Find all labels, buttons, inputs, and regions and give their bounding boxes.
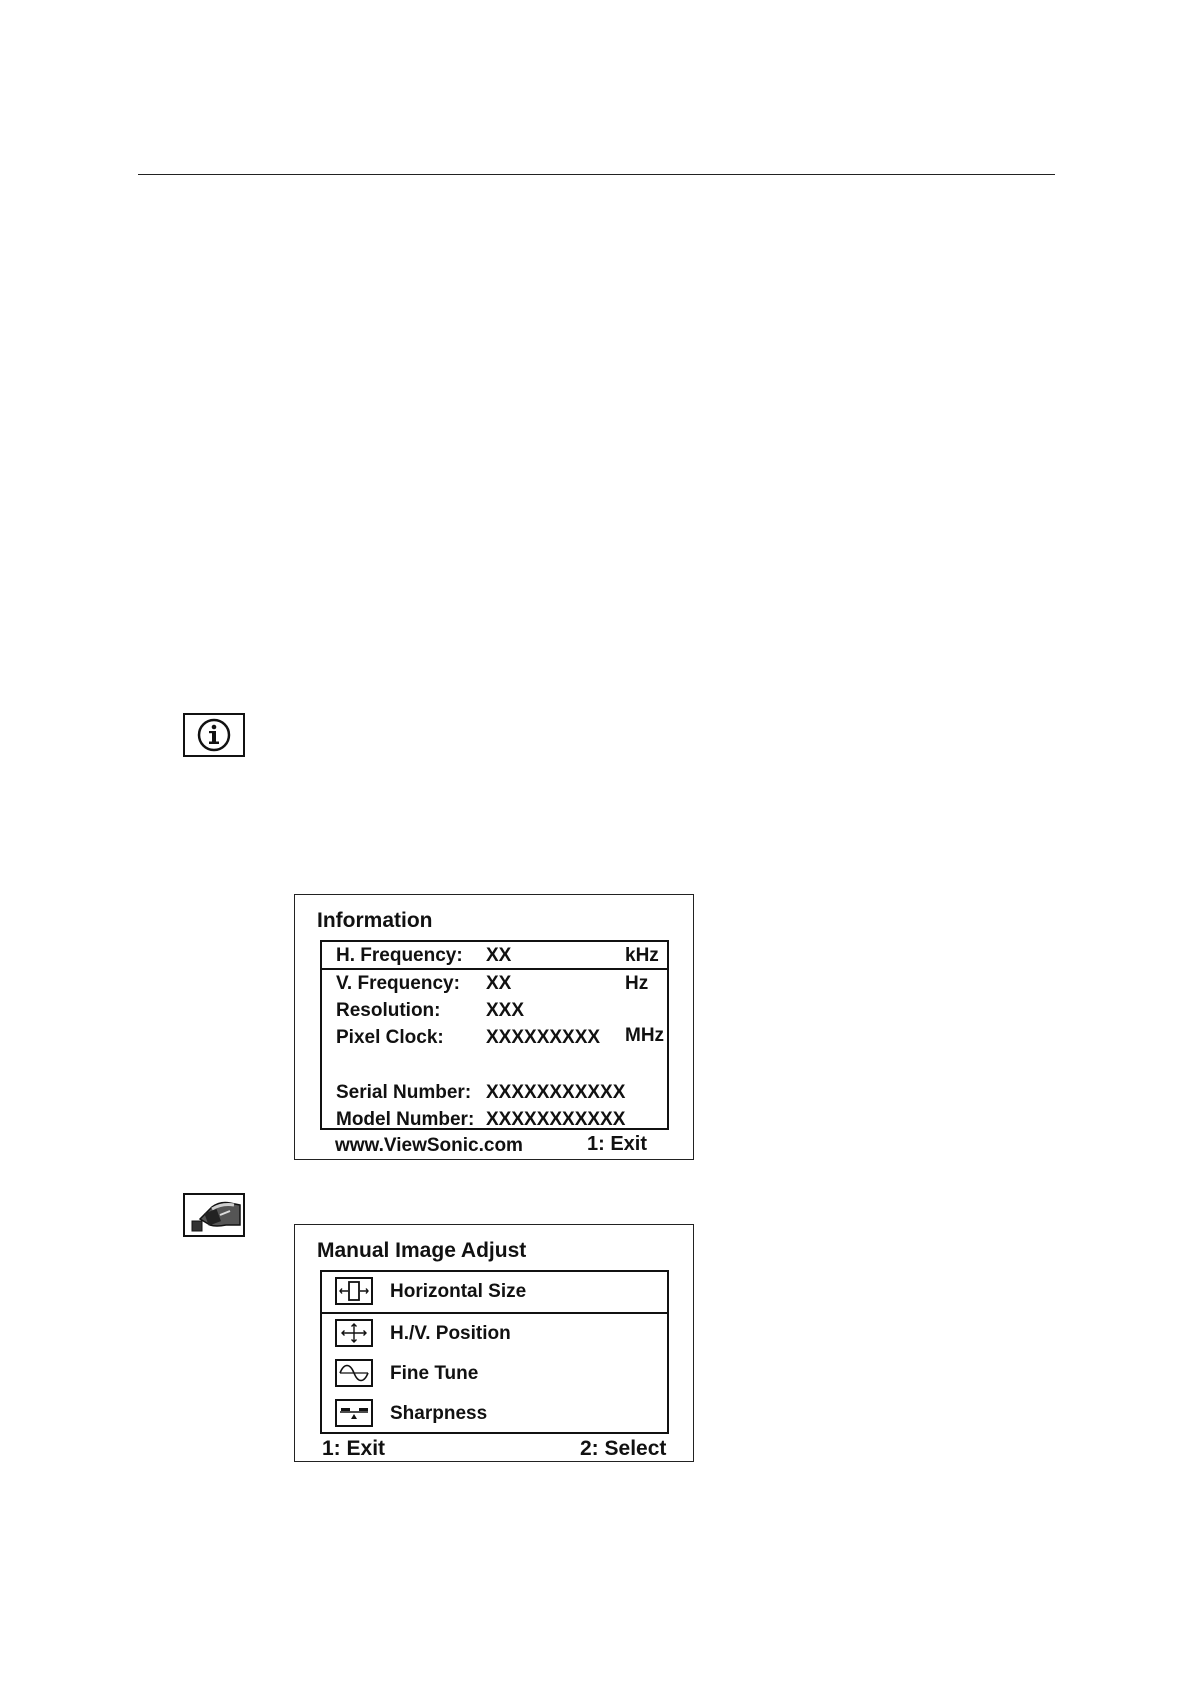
information-list xyxy=(320,940,669,1130)
select-button[interactable]: 2: Select xyxy=(580,1437,667,1460)
info-label: Serial Number: xyxy=(336,1082,472,1103)
exit-button[interactable]: 1: Exit xyxy=(322,1437,386,1460)
menu-item-horizontal-size[interactable] xyxy=(322,1272,667,1314)
information-title: Information xyxy=(317,909,433,932)
info-row-v-frequency xyxy=(322,970,667,996)
info-label: Model Number: xyxy=(336,1109,475,1130)
horizontal-size-icon xyxy=(335,1277,373,1305)
manual-image-adjust-title: Manual Image Adjust xyxy=(317,1239,527,1262)
info-row-resolution xyxy=(322,997,667,1023)
manual-image-adjust-menu xyxy=(320,1270,669,1434)
info-unit: MHz xyxy=(625,1025,665,1046)
menu-item-fine-tune[interactable] xyxy=(322,1354,667,1394)
menu-item-label: Sharpness xyxy=(390,1403,488,1424)
info-label: Pixel Clock: xyxy=(336,1027,444,1048)
pointing-hand-icon xyxy=(183,1193,245,1237)
sine-wave-icon xyxy=(335,1359,373,1387)
menu-item-label: H./V. Position xyxy=(390,1323,511,1344)
exit-button[interactable]: 1: Exit xyxy=(587,1133,648,1155)
manual-image-adjust-footer xyxy=(295,1437,693,1461)
info-label: V. Frequency: xyxy=(336,973,460,994)
manual-image-adjust-osd-panel xyxy=(294,1224,694,1462)
info-row-h-frequency xyxy=(322,942,667,968)
sharpness-slider-icon xyxy=(335,1399,373,1427)
info-row-serial-number xyxy=(322,1079,667,1105)
info-value: XX xyxy=(486,945,512,966)
info-note-icon xyxy=(183,713,245,757)
position-arrows-icon xyxy=(335,1319,373,1347)
menu-item-label: Horizontal Size xyxy=(390,1281,527,1302)
website-link[interactable]: www.ViewSonic.com xyxy=(335,1135,523,1156)
menu-item-hv-position[interactable] xyxy=(322,1314,667,1354)
info-unit: Hz xyxy=(625,973,649,994)
info-row-model-number xyxy=(322,1106,667,1132)
info-row-pixel-clock xyxy=(322,1024,667,1050)
menu-item-sharpness[interactable] xyxy=(322,1394,667,1434)
information-footer xyxy=(295,1135,693,1159)
info-value: XXXXXXXXX xyxy=(486,1027,601,1048)
info-value: XXXXXXXXXXX xyxy=(486,1082,626,1103)
info-unit: kHz xyxy=(625,945,659,966)
info-value: XXXXXXXXXXX xyxy=(486,1109,626,1130)
info-label: Resolution: xyxy=(336,1000,441,1021)
info-label: H. Frequency: xyxy=(336,945,463,966)
info-value: XX xyxy=(486,973,512,994)
info-value: XXX xyxy=(486,1000,525,1021)
information-osd-panel xyxy=(294,894,694,1160)
menu-item-label: Fine Tune xyxy=(390,1363,479,1384)
header-rule xyxy=(138,174,1055,175)
